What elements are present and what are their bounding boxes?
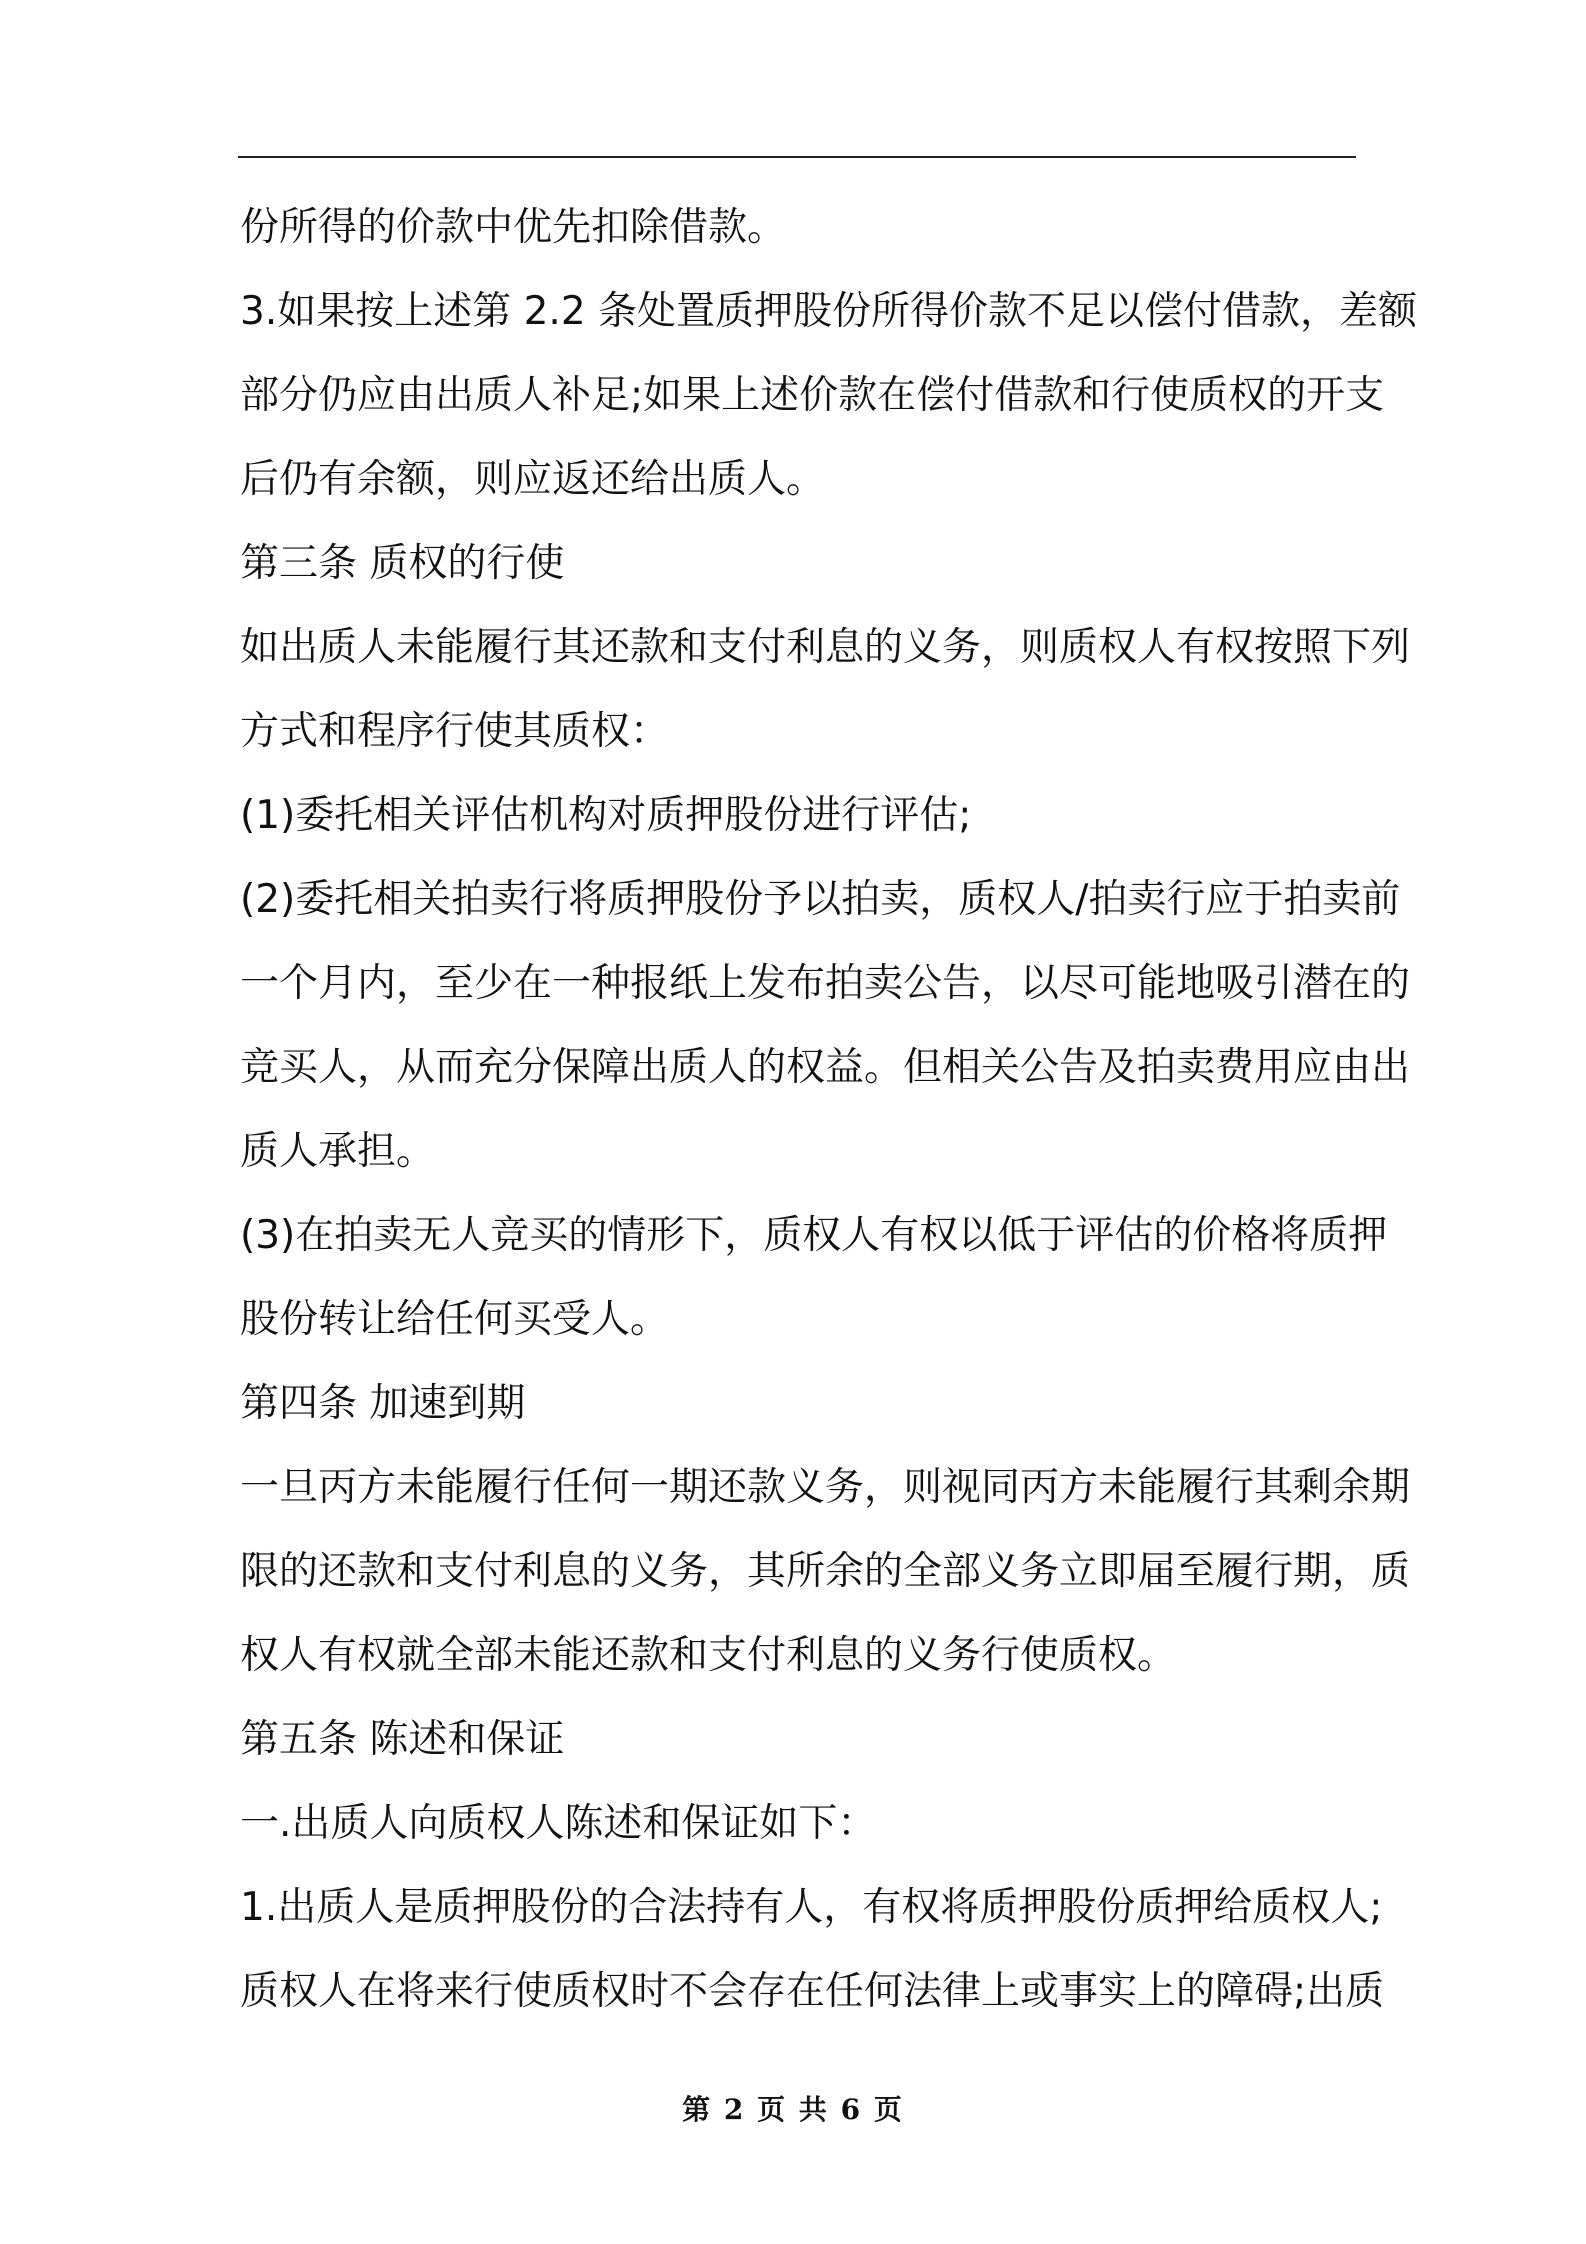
text-line: 股份转让给任何买受人。 — [240, 1297, 670, 1342]
text-line: 3.如果按上述第 2.2 条处置质押股份所得价款不足以偿付借款，差额 — [240, 289, 1418, 334]
page-number-footer: 第 2 页 共 6 页 — [682, 2093, 904, 2126]
text-line: 方式和程序行使其质权： — [240, 709, 670, 754]
header-rule — [238, 156, 1356, 158]
text-line: 竞买人，从而充分保障出质人的权益。但相关公告及拍卖费用应由出 — [240, 1045, 1411, 1090]
text-line: (1)委托相关评估机构对质押股份进行评估; — [240, 793, 972, 838]
text-line: 质权人在将来行使质权时不会存在任何法律上或事实上的障碍;出质 — [240, 1969, 1385, 2014]
section-heading: 第三条 质权的行使 — [240, 541, 565, 586]
text-line: 份所得的价款中优先扣除借款。 — [240, 205, 787, 250]
text-line: 一旦丙方未能履行任何一期还款义务，则视同丙方未能履行其剩余期 — [240, 1465, 1411, 1510]
text-line: 权人有权就全部未能还款和支付利息的义务行使质权。 — [240, 1633, 1177, 1678]
section-heading: 第五条 陈述和保证 — [240, 1717, 565, 1762]
text-line: (2)委托相关拍卖行将质押股份予以拍卖，质权人/拍卖行应于拍卖前 — [240, 877, 1401, 922]
text-line: 一.出质人向质权人陈述和保证如下： — [240, 1801, 877, 1846]
text-line: 质人承担。 — [240, 1129, 436, 1174]
text-line: 部分仍应由出质人补足;如果上述价款在偿付借款和行使质权的开支 — [240, 373, 1385, 418]
text-line: 如出质人未能履行其还款和支付利息的义务，则质权人有权按照下列 — [240, 625, 1411, 670]
text-line: (3)在拍卖无人竞买的情形下，质权人有权以低于评估的价格将质押 — [240, 1213, 1388, 1258]
text-line: 1.出质人是质押股份的合法持有人，有权将质押股份质押给质权人; — [240, 1885, 1383, 1930]
text-line: 后仍有余额，则应返还给出质人。 — [240, 457, 826, 502]
document-body — [240, 186, 1418, 2034]
text-line: 限的还款和支付利息的义务，其所余的全部义务立即届至履行期，质 — [240, 1549, 1411, 1594]
text-line: 一个月内，至少在一种报纸上发布拍卖公告，以尽可能地吸引潜在的 — [240, 961, 1411, 1006]
section-heading: 第四条 加速到期 — [240, 1381, 526, 1426]
